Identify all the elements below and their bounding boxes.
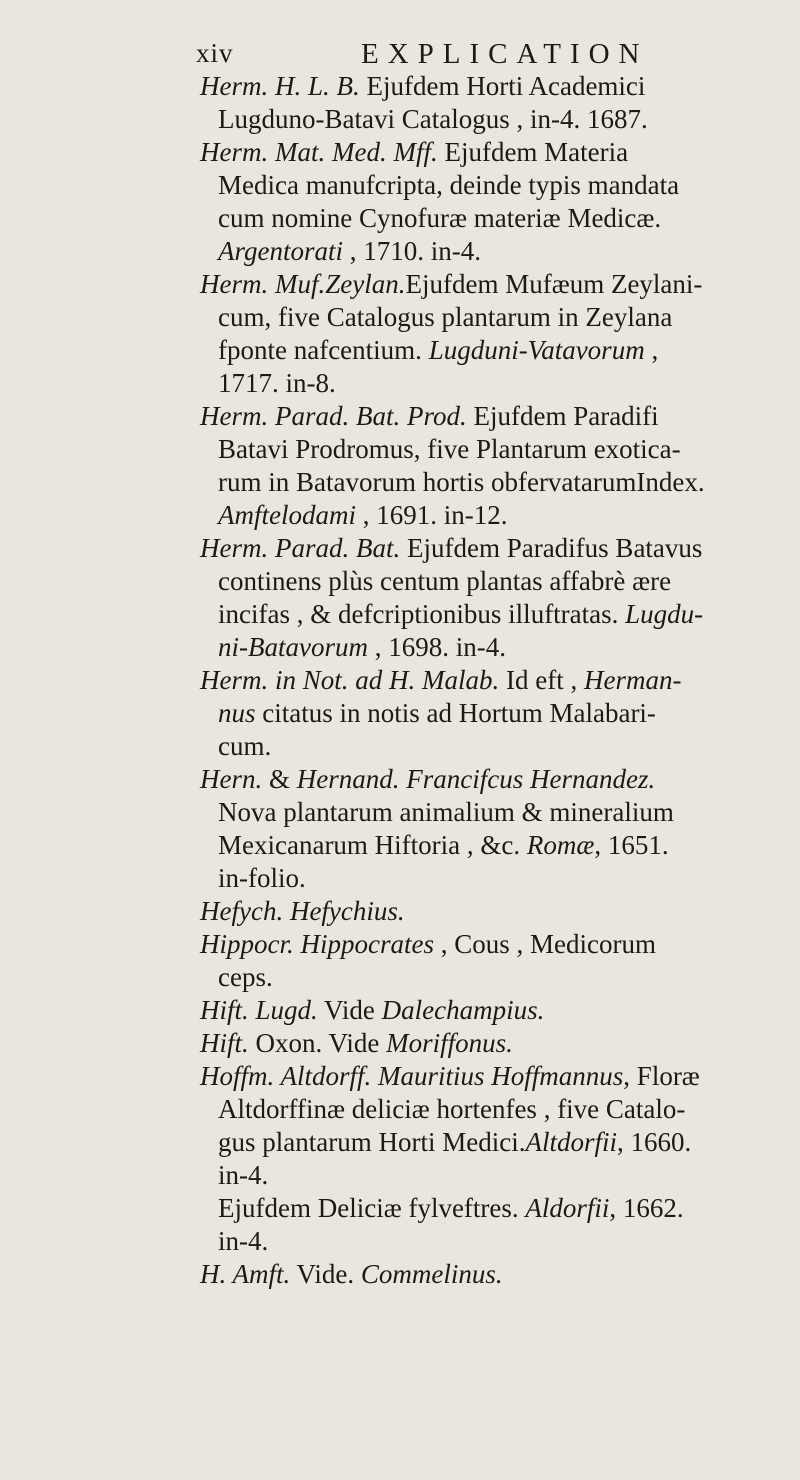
entry-heading-line (0, 1027, 800, 1060)
entry-text: continens plùs centum plantas affabrè ære (218, 566, 672, 596)
entry-continuation-line (0, 433, 800, 466)
entry-continuation-line (0, 301, 800, 334)
entry-text: cum nomine Cynofuræ materiæ Medicæ. (218, 203, 662, 233)
entry-abbreviation: nus (218, 698, 256, 728)
entry-text: Nova plantarum animalium & mineralium (218, 797, 674, 827)
entry-abbreviation: Hefych. Hefychius. (200, 896, 405, 926)
entry-text: , 1660. (616, 1127, 692, 1157)
entry-heading-line (0, 400, 800, 433)
entry-text: Vide. (290, 1259, 361, 1289)
entry-text: Batavi Prodromus, five Plantarum exotica- (218, 434, 681, 464)
entry-abbreviation: Aldorfii (525, 1193, 610, 1223)
entry-abbreviation: Herm. Parad. Bat. (200, 533, 401, 563)
entry-continuation-line (0, 697, 800, 730)
entry-text: Ejufdem Mufæum Zeylani- (405, 269, 703, 299)
entry-heading-line (0, 994, 800, 1027)
entry-text: incifas , & defcriptionibus illuftratas. (218, 599, 626, 629)
entry-abbreviation: Lugdu- (625, 599, 704, 629)
entry-abbreviation: Herm. in Not. ad H. Malab. (200, 665, 500, 695)
entry-abbreviation: Lugduni-Vatavorum (428, 335, 645, 365)
entry-continuation-line (0, 961, 800, 994)
entry-continuation-line (0, 1093, 800, 1126)
entry-text: , Floræ (623, 1061, 700, 1091)
entry-continuation-line (0, 730, 800, 763)
glossary-entry (0, 994, 800, 1027)
entry-text: gus plantarum Horti Medici. (218, 1127, 526, 1157)
entry-heading-line (0, 1060, 800, 1093)
entry-text: & (262, 764, 297, 794)
entry-abbreviation: Romæ (526, 830, 595, 860)
entry-text: , 1710. in-4. (343, 236, 481, 266)
entry-text: Oxon. Vide (248, 1028, 387, 1058)
glossary-entry (0, 664, 800, 763)
entry-abbreviation: Hoffm. Altdorff. Mauritius Hoffmannus (200, 1061, 624, 1091)
glossary-entry (0, 1192, 800, 1258)
entry-abbreviation: Altdorfii (525, 1127, 617, 1157)
entry-text: Ejufdem Paradifi (466, 401, 659, 431)
entry-continuation-line (0, 235, 800, 268)
entry-abbreviation: Hift. (200, 1028, 249, 1058)
entry-continuation-line (0, 598, 800, 631)
entry-continuation-line (0, 1159, 800, 1192)
entry-continuation-line (0, 1126, 800, 1159)
entry-text: Medica manufcripta, deinde typis mandata (218, 170, 680, 200)
entry-heading-line (0, 1258, 800, 1291)
entry-abbreviation: Argentorati (218, 236, 343, 266)
entry-text: Ejufdem Materia (437, 137, 629, 167)
glossary-entry (0, 532, 800, 664)
entry-continuation-line (0, 565, 800, 598)
entry-heading-line (0, 136, 800, 169)
entry-text: , 1698. in-4. (367, 632, 506, 662)
entry-abbreviation: Amftelodami (218, 500, 356, 530)
entry-heading-line (0, 532, 800, 565)
entry-heading-line (0, 70, 800, 103)
entry-heading-line (0, 268, 800, 301)
entry-abbreviation: Herm. Mat. Med. Mff. (200, 137, 438, 167)
entry-text: , 1651. (594, 830, 669, 860)
entry-continuation-line (0, 103, 800, 136)
entry-text: Mexicanarum Hiftoria , &c. (218, 830, 527, 860)
entry-text: Id eft , (499, 665, 584, 695)
entry-text: Vide (317, 995, 382, 1025)
entry-text: Lugduno-Batavi Catalogus , in-4. 1687. (218, 104, 648, 134)
entry-text: fponte nafcentium. (218, 335, 429, 365)
glossary-entry (0, 400, 800, 532)
entry-text: ceps. (218, 962, 273, 992)
entry-abbreviation: Hift. Lugd. (200, 995, 318, 1025)
entry-continuation-line (0, 862, 800, 895)
entry-text: , 1662. (609, 1193, 684, 1223)
entry-text: in-folio. (218, 863, 306, 893)
glossary-entry (0, 895, 800, 928)
page-number: xiv (196, 38, 234, 68)
entry-text: Ejufdem Horti Academici (359, 71, 646, 101)
entry-heading-line (0, 763, 800, 796)
entry-text: cum, five Catalogus plantarum in Zeylana (218, 302, 673, 332)
entry-abbreviation: Herm. H. L. B. (200, 71, 360, 101)
glossary-entry (0, 1060, 800, 1192)
entry-text: Altdorffinæ deliciæ hortenfes , five Catalo- (218, 1094, 686, 1124)
entry-heading-line (0, 928, 800, 961)
entry-abbreviation: ni-Batavorum (218, 632, 368, 662)
entry-abbreviation: Moriffonus. (386, 1028, 513, 1058)
entry-continuation-line (0, 631, 800, 664)
entry-text: citatus in notis ad Hortum Malabari- (255, 698, 656, 728)
entry-text: Ejufdem Deliciæ fylveftres. (218, 1193, 526, 1223)
glossary-entry (0, 1027, 800, 1060)
entry-continuation-line (0, 169, 800, 202)
glossary-entries (0, 70, 800, 1291)
entry-heading-line (0, 895, 800, 928)
entry-heading-line (0, 664, 800, 697)
entry-abbreviation: Hippocr. Hippocrates (200, 929, 434, 959)
entry-text: Ejufdem Paradifus Batavus (400, 533, 703, 563)
entry-continuation-line (0, 202, 800, 235)
entry-abbreviation: Hern. (200, 764, 263, 794)
entry-text: , (644, 335, 659, 365)
entry-abbreviation: Herm. Parad. Bat. Prod. (200, 401, 467, 431)
glossary-entry (0, 763, 800, 895)
entry-continuation-line (0, 367, 800, 400)
entry-continuation-line (0, 1192, 800, 1225)
glossary-entry (0, 268, 800, 400)
entry-continuation-line (0, 1225, 800, 1258)
entry-continuation-line (0, 334, 800, 367)
entry-text: in-4. (218, 1160, 269, 1190)
entry-abbreviation: Commelinus. (360, 1259, 503, 1289)
entry-continuation-line (0, 796, 800, 829)
glossary-entry (0, 928, 800, 994)
entry-abbreviation: Hernand. Francifcus Hernandez. (296, 764, 656, 794)
entry-abbreviation: Dalechampius. (381, 995, 545, 1025)
glossary-entry (0, 1258, 800, 1291)
glossary-entry (0, 70, 800, 136)
entry-text: 1717. in-8. (218, 368, 336, 398)
running-head: EXPLICATION (361, 38, 649, 70)
entry-text: rum in Batavorum hortis obfervatarumIndex. (218, 467, 705, 497)
entry-text: , 1691. in-12. (355, 500, 508, 530)
entry-continuation-line (0, 499, 800, 532)
entry-continuation-line (0, 829, 800, 862)
entry-continuation-line (0, 466, 800, 499)
entry-text: in-4. (218, 1226, 269, 1256)
entry-text: , Cous , Medicorum (433, 929, 656, 959)
entry-abbreviation: Herman- (583, 665, 682, 695)
entry-text: cum. (218, 731, 272, 761)
glossary-entry (0, 136, 800, 268)
entry-abbreviation: Herm. Muf.Zeylan. (200, 269, 406, 299)
entry-abbreviation: H. Amft. (200, 1259, 291, 1289)
